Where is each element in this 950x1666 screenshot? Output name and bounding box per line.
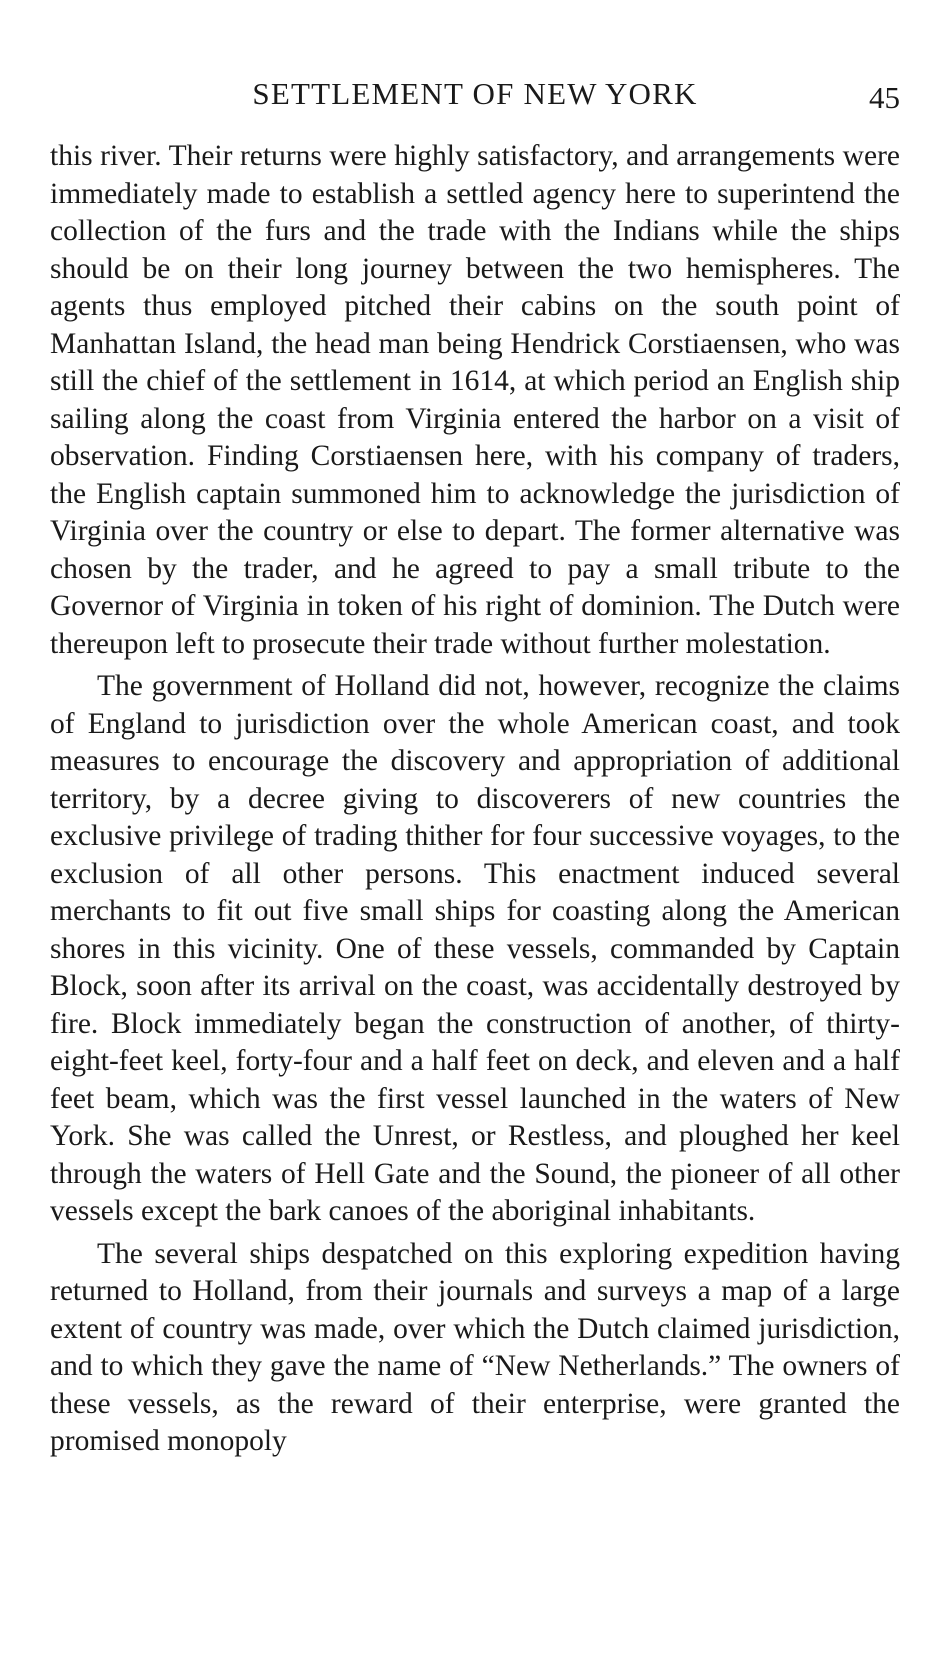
running-head: [50, 74, 900, 114]
page-number: 45: [869, 80, 900, 115]
paragraph-3: The several ships despatched on this exploring expedition having returned to Holland, from their journals and surveys a map of a large extent of country was made, over which the Dutch claimed jurisdiction, and to which they gave the name of “New Netherlands.” The owners of these vessels, as the reward of their enterprise, were granted the promised monopoly: [50, 1237, 900, 1457]
body-text: [50, 138, 900, 1461]
chapter-title: SETTLEMENT OF NEW YORK: [252, 76, 698, 111]
paragraph-1: this river. Their returns were highly satisfactory, and arrangements were immediately made to establish a settled agency here to superintend the collection of the furs and the trade with the Indians while the ships should be on their long journey between the two hemispheres. The agents thus employed pitched their cabins on the south point of Manhattan Island, the head man being Hendrick Corstiaensen, who was still the chief of the settlement in 1614, at which period an English ship sailing along the coast from Virginia entered the harbor on a visit of observation. Finding Corstiaensen here, with his company of traders, the English captain summoned him to acknowledge the jurisdiction of Virginia over the country or else to depart. The former alternative was chosen by the trader, and he agreed to pay a small tribute to the Governor of Virginia in token of his right of dominion. The Dutch were thereupon left to prosecute their trade without further molestation.: [50, 140, 900, 660]
paragraph-2: The government of Holland did not, however, recognize the claims of England to jurisdiction over the whole American coast, and took measures to encourage the discovery and appropriation of additional territory, by a decree giving to discoverers of new countries the exclusive privilege of trading thither for four successive voyages, to the exclusion of all other persons. This enactment induced several merchants to fit out five small ships for coasting along the American shores in this vicinity. One of these vessels, commanded by Captain Block, soon after its arrival on the coast, was accidentally destroyed by fire. Block immediately began the construction of another, of thirty-eight-feet keel, forty-four and a half feet on deck, and eleven and a half feet beam, which was the first vessel launched in the waters of New York. She was called the Unrest, or Restless, and ploughed her keel through the waters of Hell Gate and the Sound, the pioneer of all other vessels except the bark canoes of the aboriginal inhabitants.: [50, 670, 900, 1227]
